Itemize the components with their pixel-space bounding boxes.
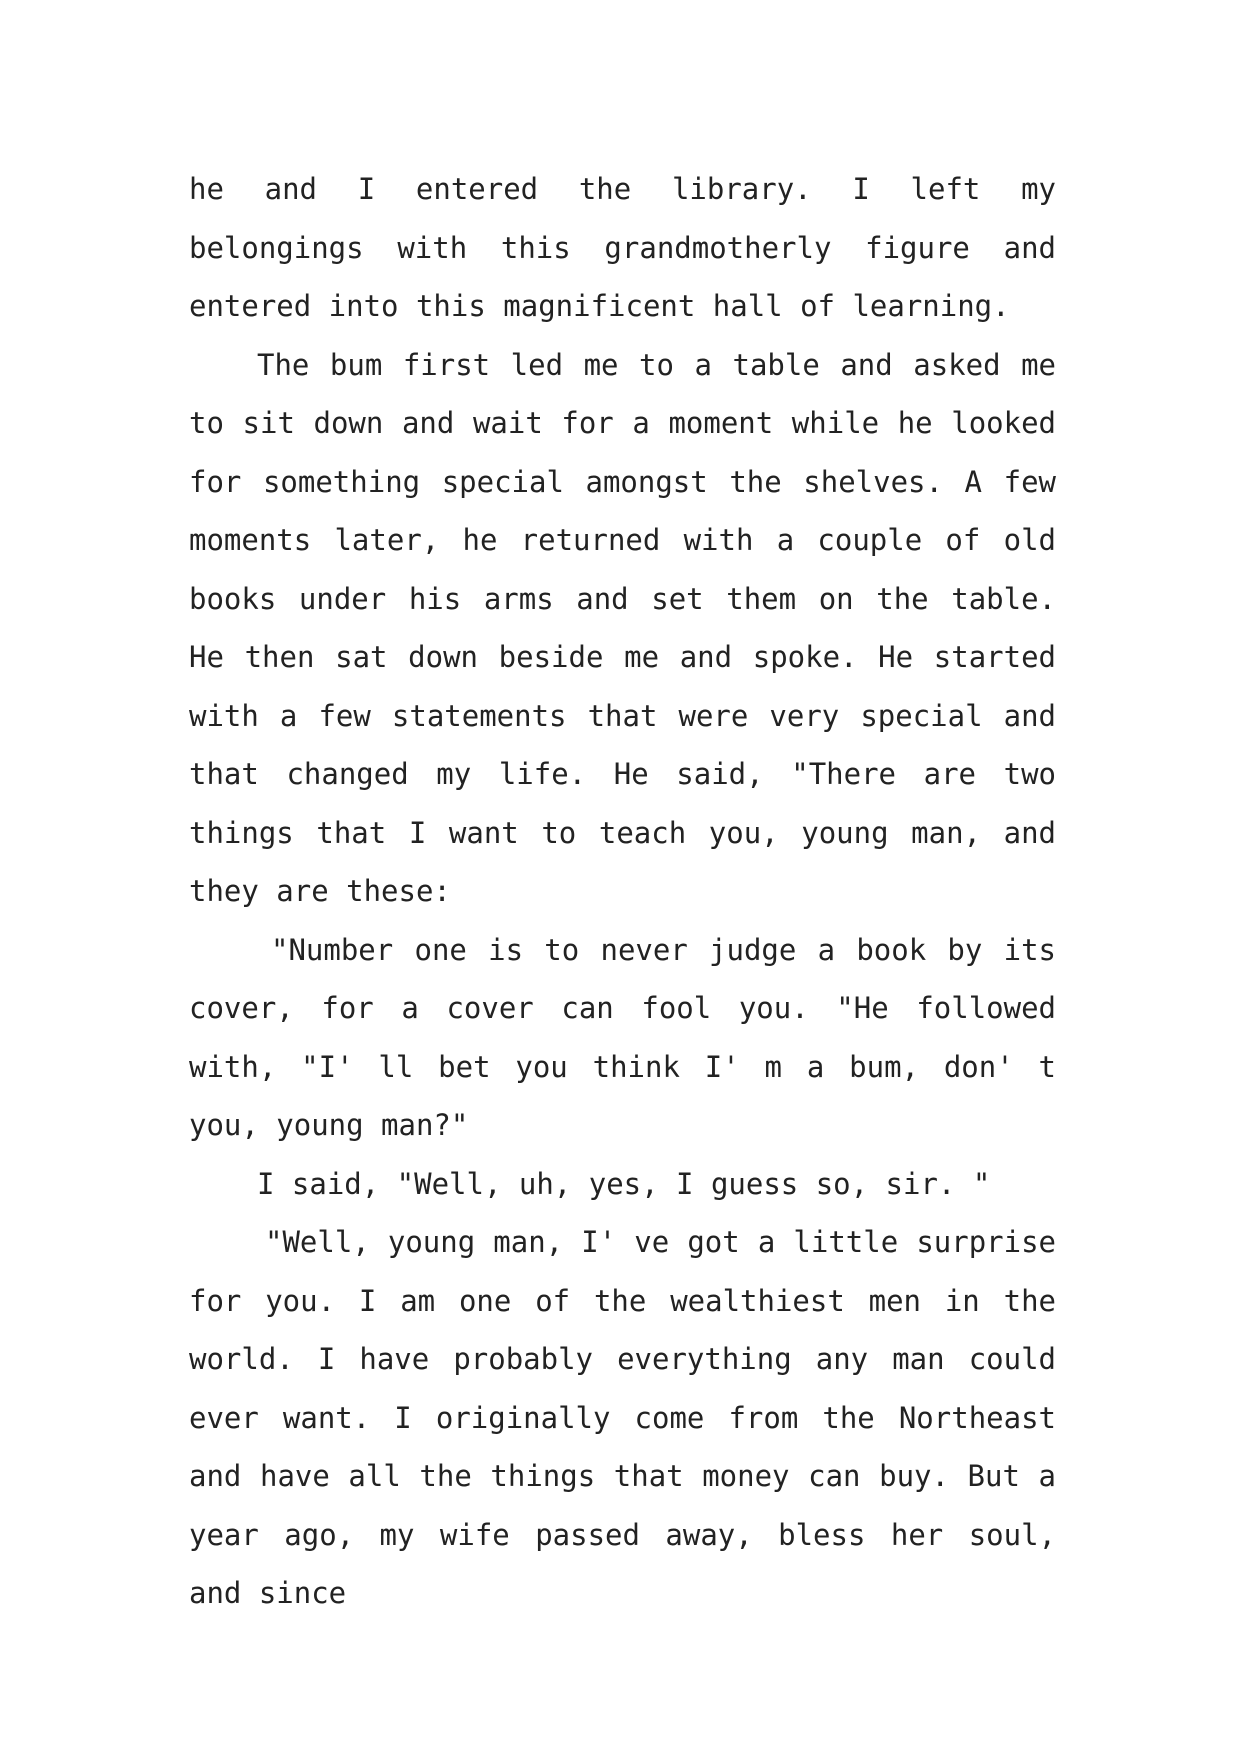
paragraph-4: I said, "Well, uh, yes, I guess so, sir. " bbox=[257, 1166, 991, 1201]
body-text bbox=[189, 160, 1056, 1623]
paragraph-1: he and I entered the library. I left my belongings with this grandmotherly figure and entered into this magnificent hall of learning. bbox=[189, 172, 1056, 323]
paragraph-3: "Number one is to never judge a book by its cover, for a cover can fool you. "He followed with, "I' ll bet you think I' m a bum, don' t you, young man?" bbox=[189, 932, 1056, 1142]
paragraph-2: The bum first led me to a table and asked me to sit down and wait for a moment while he looked for something special amongst the shelves. A few moments later, he returned with a couple of old books under his arms and set them on the table. He then sat down beside me and spoke. He started with a few statements that were very special and that changed my life. He said, "There are two things that I want to teach you, young man, and they are these: bbox=[189, 347, 1056, 908]
paragraph-5: "Well, young man, I' ve got a little surprise for you. I am one of the wealthiest men in the world. I have probably everything any man could ever want. I originally come from the Northeast and have all the things that money can buy. But a year ago, my wife passed away, bless her soul, and since bbox=[189, 1225, 1056, 1610]
